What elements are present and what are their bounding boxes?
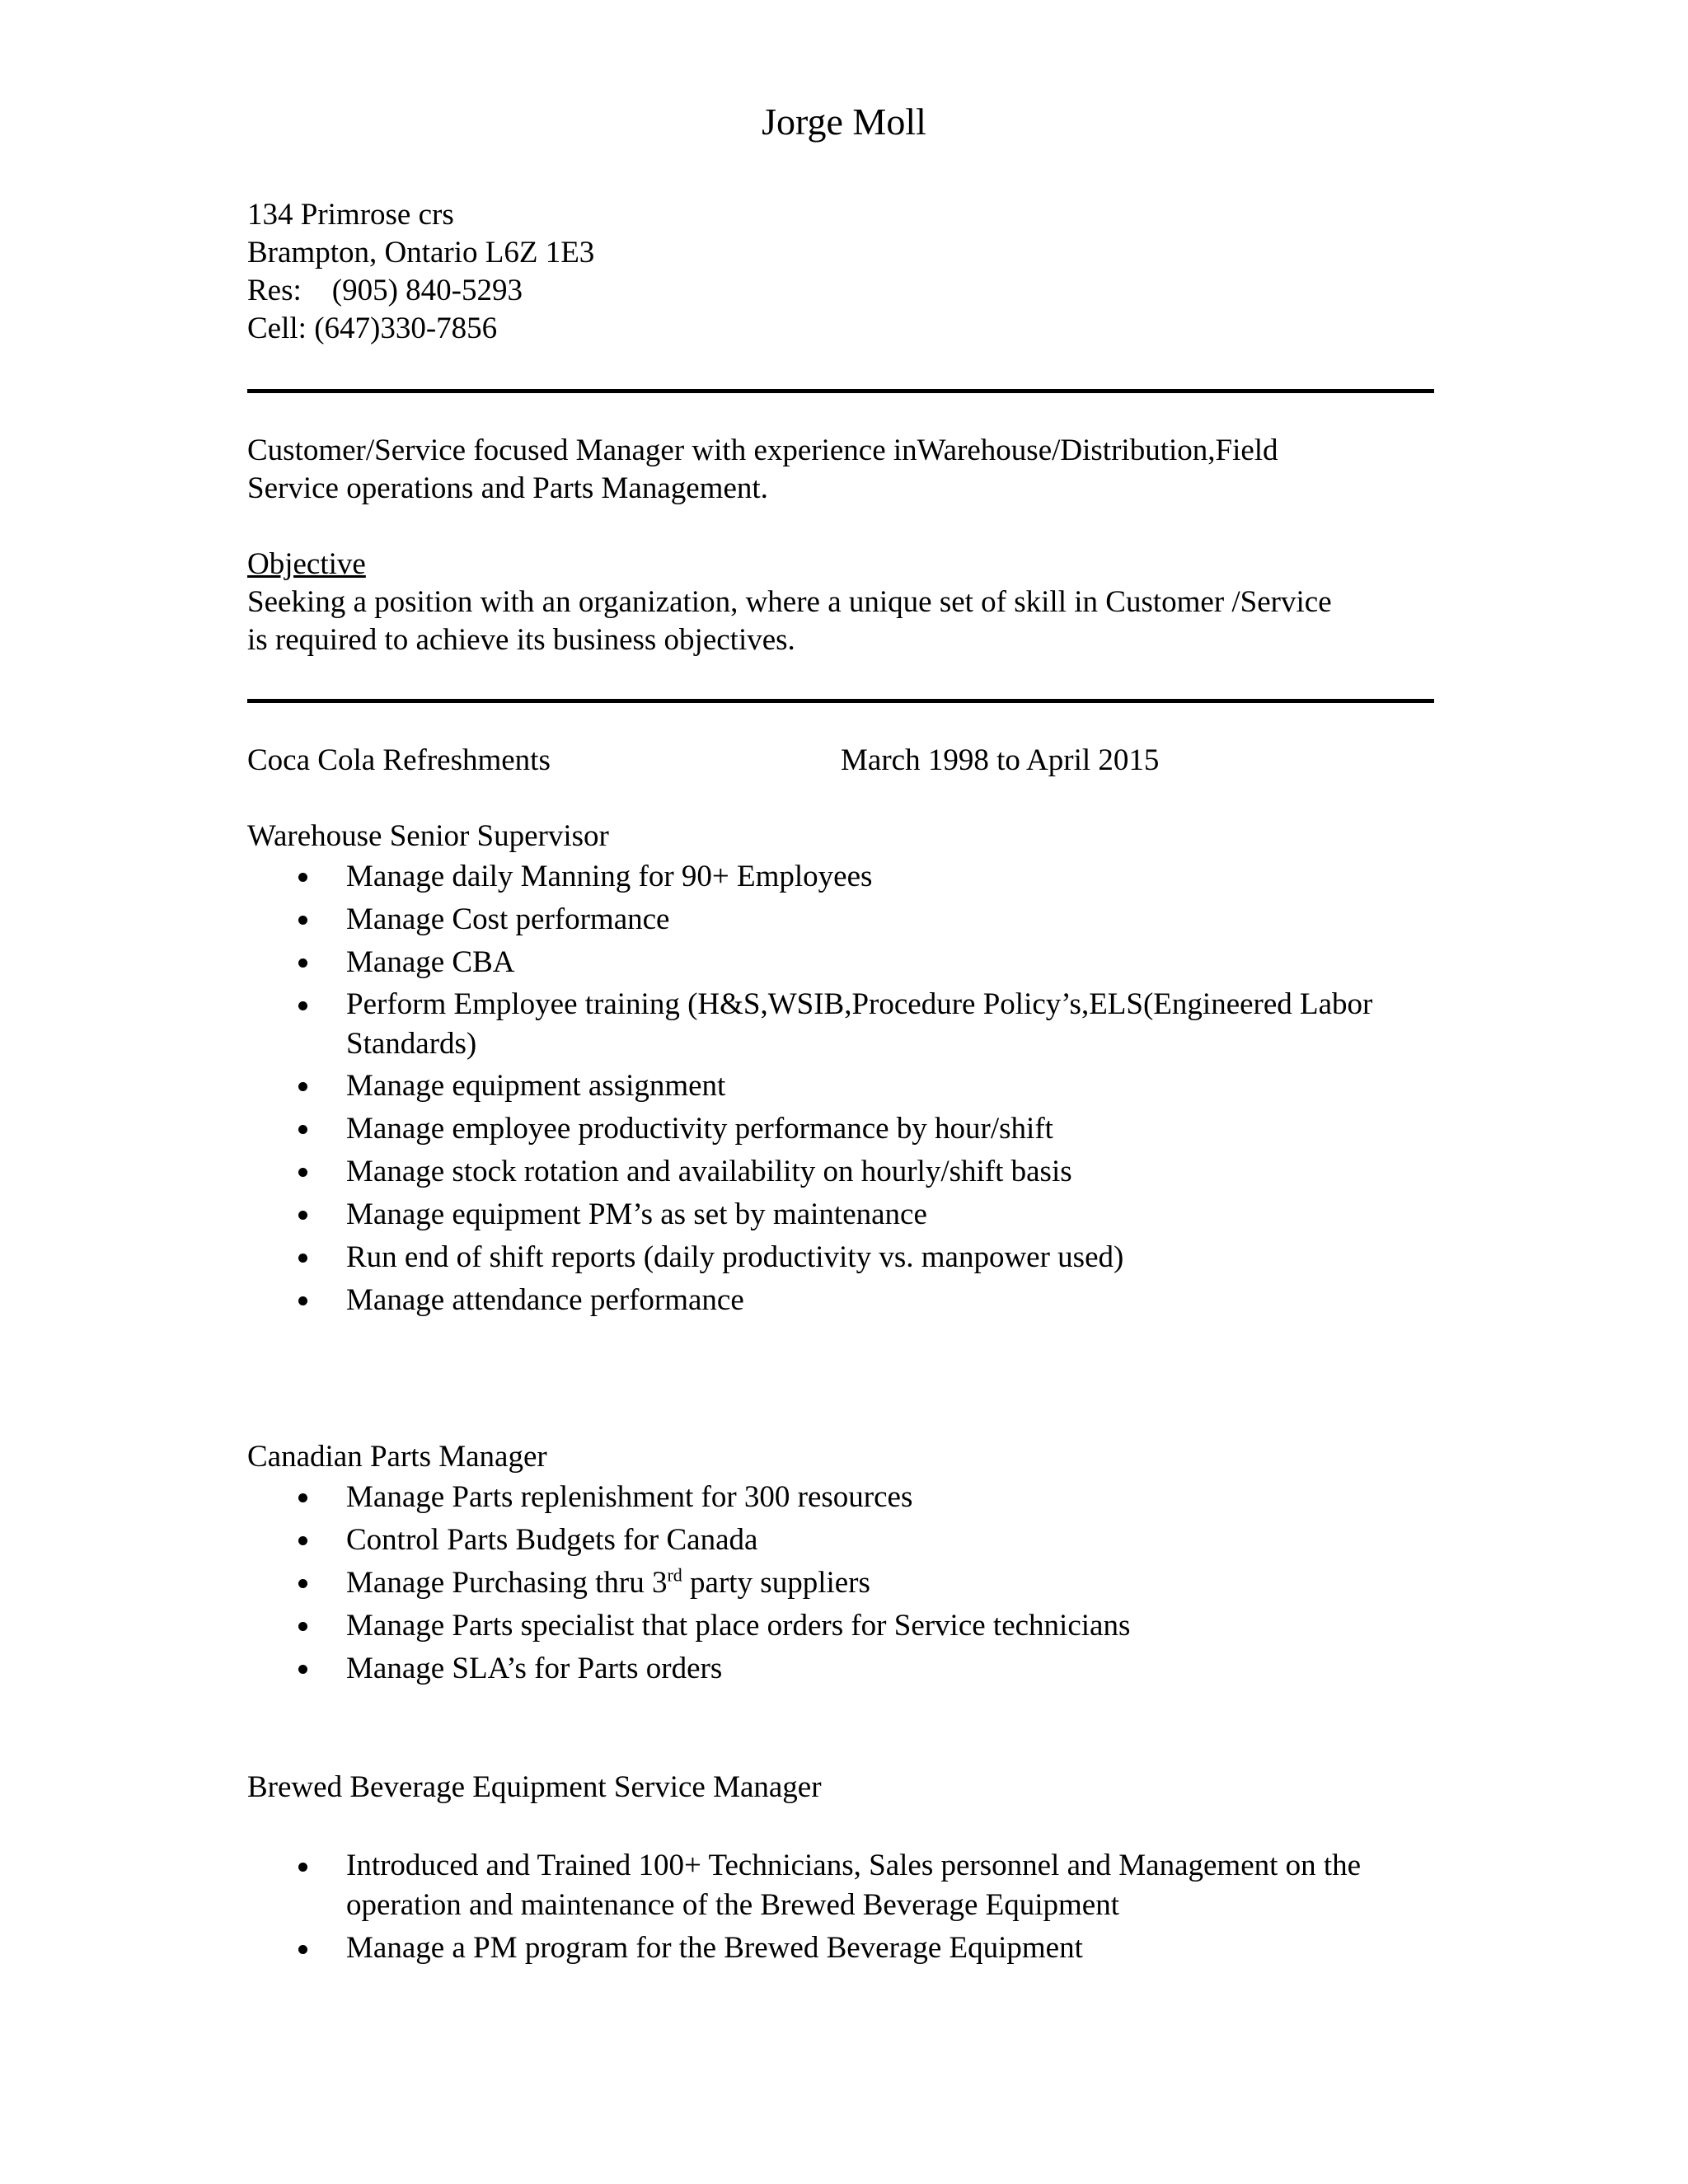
divider-bottom (247, 699, 1434, 703)
bullet-icon (298, 1493, 307, 1502)
list-item: Manage Cost performance (247, 899, 1434, 940)
bullet-icon (298, 958, 307, 968)
list-item: Manage Purchasing thru 3rd party suppliers (247, 1563, 1434, 1604)
bullet-icon (298, 1001, 307, 1010)
list-item: Manage SLA’s for Parts orders (247, 1648, 1434, 1690)
bullet-icon (298, 1254, 307, 1263)
role-title-warehouse: Warehouse Senior Supervisor (247, 819, 609, 853)
objective-line-2: is required to achieve its business objectives. (247, 623, 795, 657)
summary-block (247, 432, 1434, 508)
summary-line-1: Customer/Service focused Manager with experience inWarehouse/Distribution,Field (247, 434, 1278, 467)
bullet-icon (298, 1211, 307, 1220)
role-list-brewed (247, 1846, 1434, 1971)
list-item: Manage attendance performance (247, 1280, 1434, 1321)
bullet-icon (298, 1863, 307, 1872)
list-item: Manage a PM program for the Brewed Beverage Equipment (247, 1929, 1434, 1968)
list-item: Manage stock rotation and availability on hourly/shift basis (247, 1151, 1434, 1193)
role-title-parts: Canadian Parts Manager (247, 1440, 547, 1474)
bullet-icon (298, 1945, 307, 1954)
bullet-icon (298, 1622, 307, 1631)
role-title-brewed: Brewed Beverage Equipment Service Manager (247, 1770, 822, 1804)
role-list-parts (247, 1477, 1434, 1691)
list-item: Manage equipment PM’s as set by maintenance (247, 1194, 1434, 1235)
bullet-icon (298, 1296, 307, 1305)
cell-phone: Cell: (647)330-7856 (247, 312, 498, 345)
bullet-icon (298, 1579, 307, 1588)
bullet-icon (298, 1665, 307, 1674)
bullet-icon (298, 1536, 307, 1545)
bullet-icon (298, 1125, 307, 1134)
company-name: Coca Cola Refreshments (247, 743, 551, 777)
objective-heading: Objective (247, 547, 366, 581)
list-item: Perform Employee training (H&S,WSIB,Procedure Policy’s,ELS(Engineered Labor Standards) (247, 985, 1434, 1064)
list-item: Introduced and Trained 100+ Technicians, Sales personnel and Management on the operation and maintenance of the Brewed Beverage Equipment (247, 1846, 1434, 1925)
summary-line-2: Service operations and Parts Management. (247, 471, 768, 505)
role-list-warehouse (247, 856, 1434, 1323)
bullet-icon (298, 873, 307, 882)
list-item: Manage daily Manning for 90+ Employees (247, 856, 1434, 898)
list-item: Manage Parts specialist that place orders for Service technicians (247, 1605, 1434, 1647)
residence-phone: Res: (905) 840-5293 (247, 274, 523, 307)
objective-block (247, 546, 1434, 659)
bullet-icon (298, 1082, 307, 1091)
list-item: Manage equipment assignment (247, 1066, 1434, 1107)
list-item: Run end of shift reports (daily productivity vs. manpower used) (247, 1237, 1434, 1278)
employment-dates: March 1998 to April 2015 (841, 743, 1160, 777)
divider-top (247, 389, 1434, 393)
address-line-2: Brampton, Ontario L6Z 1E3 (247, 236, 595, 269)
list-item: Control Parts Budgets for Canada (247, 1520, 1434, 1561)
list-item: Manage CBA (247, 942, 1434, 983)
list-item: Manage Parts replenishment for 300 resources (247, 1477, 1434, 1518)
bullet-icon (298, 916, 307, 925)
bullet-icon (298, 1168, 307, 1177)
list-item: Manage employee productivity performance by hour/shift (247, 1108, 1434, 1150)
objective-line-1: Seeking a position with an organization, where a unique set of skill in Customer /Service (247, 585, 1332, 619)
contact-block (247, 196, 1434, 348)
address-line-1: 134 Primrose crs (247, 198, 454, 232)
applicant-name: Jorge Moll (762, 101, 926, 143)
